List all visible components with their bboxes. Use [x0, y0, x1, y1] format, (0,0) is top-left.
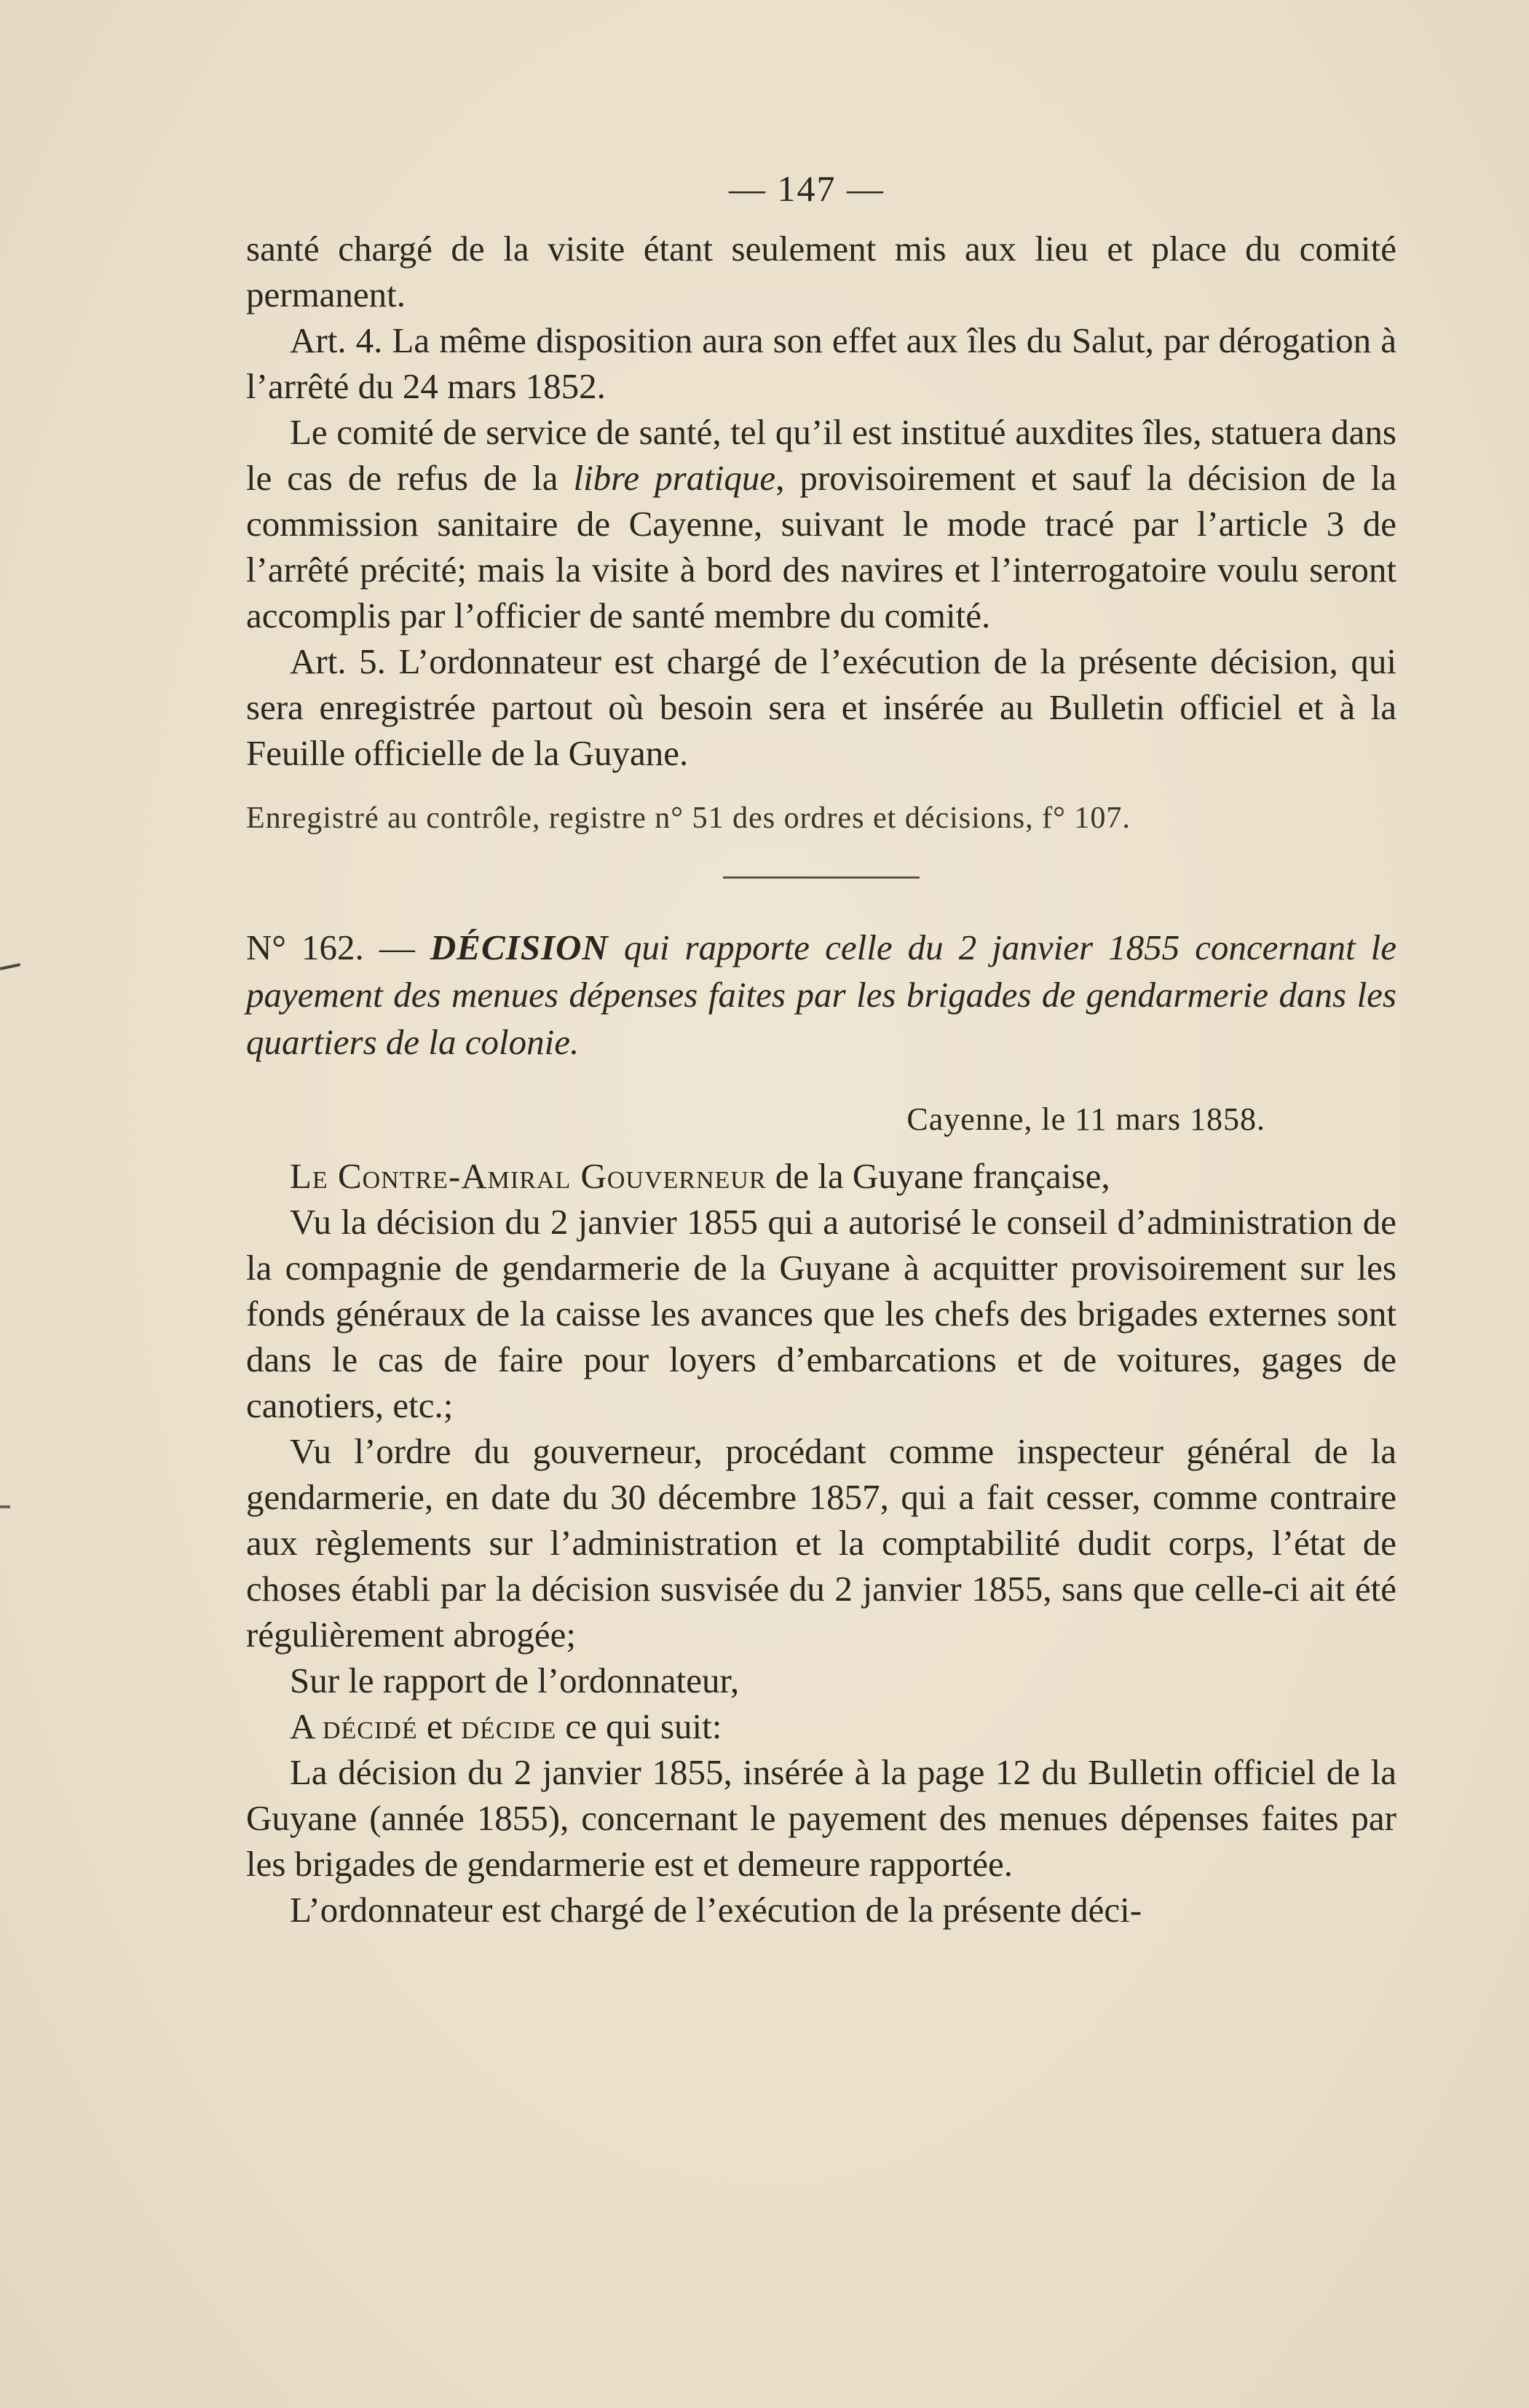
paragraph-vu-ordre: Vu l’ordre du gouverneur, procédant comme inspecteur général de la gendarmerie, en date du 30 décembre 1857, qui a fait cesser, comme contraire aux règlements sur l’administration et la comptabilité dudit corps, l’état de choses établi par la décision susvisée du 2 janvier 1855, sans que celle-ci ait été régulièrement abrogée; — [246, 1431, 1396, 1655]
governor-rest: de la Guyane française, — [775, 1156, 1110, 1196]
paragraph-vu-decision: Vu la décision du 2 janvier 1855 qui a autorisé le conseil d’administration de la compagnie de gendarmerie de la Guyane à acquitter provisoirement sur les fonds généraux de la caisse les avances que les chefs des brigades externes sont dans le cas de faire pour loyers d’embarcations et de voitures, gages de canotiers, etc.; — [246, 1202, 1396, 1425]
emphasis-text: libre pratique — [573, 458, 776, 498]
place-date: Cayenne, le 11 mars 1858. — [906, 1101, 1265, 1137]
paragraph-rapport: Sur le rapport de l’ordonnateur, — [290, 1660, 740, 1700]
decide-a: A — [290, 1706, 314, 1746]
decision-word: DÉCISION — [430, 927, 609, 967]
paragraph-text: Le comité de service de santé, tel qu’il est institué auxdites îles, statuera dans le cas de refus de la — [246, 412, 1396, 498]
paragraph-text: , provisoirement et sauf la décision de la commission sanitaire de Cayenne, suivant le mode tracé par l’article 3 de l’arrêté précité; mais la visite à bord des navires et l’interrogatoire voulu seront accomplis par l’officier de santé membre du comité. — [246, 458, 1397, 635]
margin-mark — [0, 963, 20, 970]
governor-line — [246, 1153, 1396, 1199]
decide-et: et — [426, 1706, 453, 1746]
decision-title: qui rapporte celle du 2 janvier 1855 concernant le payement des menues dépenses faites par les brigades de gendarmerie dans les quartiers de la colonie. — [246, 927, 1397, 1062]
divider-rule — [723, 876, 920, 879]
paragraph-art-5: Art. 5. L’ordonnateur est chargé de l’exécution de la présente décision, qui sera enregistrée partout où besoin sera et insérée au Bulletin officiel et à la Feuille officielle de la Guyane. — [246, 641, 1396, 773]
paragraph: santé chargé de la visite étant seulement mis aux lieu et place du comité permanent. — [246, 229, 1396, 314]
paragraph-comite — [246, 409, 1396, 638]
governor-title: Le Contre-Amiral Gouverneur — [290, 1156, 767, 1196]
decide-word: décide — [461, 1706, 557, 1746]
decide-word: décidé — [322, 1706, 418, 1746]
text-block — [246, 167, 1396, 1933]
decision-heading — [246, 924, 1396, 1066]
registration-note: Enregistré au contrôle, registre n° 51 des ordres et décisions, f° 107. — [246, 801, 1131, 835]
paragraph-decision-rapportee: La décision du 2 janvier 1855, insérée à la page 12 du Bulletin officiel de la Guyane (année 1855), concernant le payement des menues dépenses faites par les brigades de gendarmerie est et demeure rapportée. — [246, 1752, 1396, 1884]
decide-rest: ce qui suit: — [565, 1706, 722, 1746]
page-number: — 147 — — [729, 168, 885, 209]
margin-mark — [0, 1505, 10, 1508]
paragraph-ordonnateur: L’ordonnateur est chargé de l’exécution de la présente déci- — [290, 1890, 1142, 1930]
paragraph-art-4: Art. 4. La même disposition aura son effet aux îles du Salut, par dérogation à l’arrêté du 24 mars 1852. — [246, 320, 1396, 406]
decision-number: N° 162. — — [246, 927, 415, 967]
decide-line — [246, 1703, 1396, 1749]
